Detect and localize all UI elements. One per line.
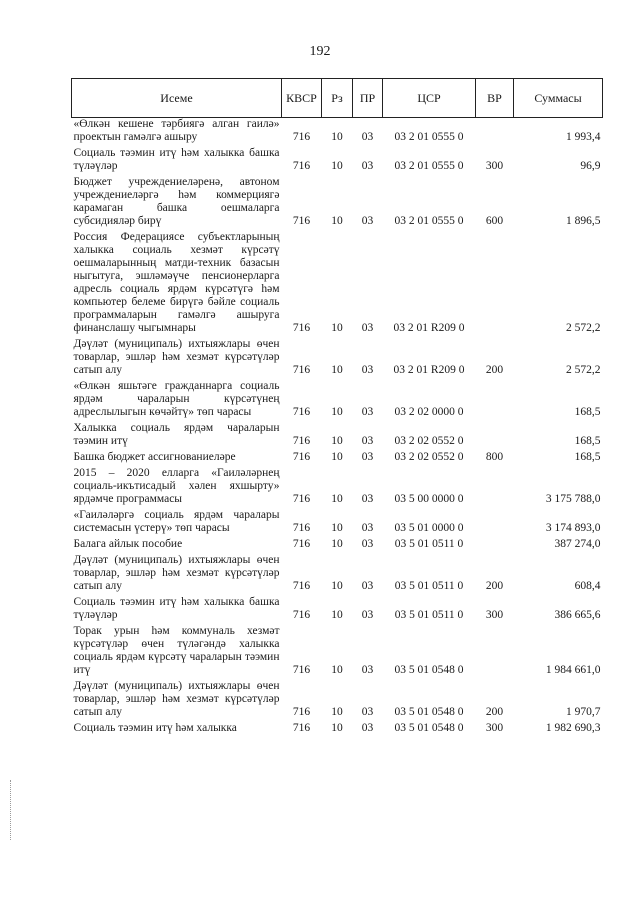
row-kvsr: 716 — [292, 364, 311, 376]
row-csr: 03 5 01 0511 0 — [394, 538, 464, 550]
table-body — [72, 118, 603, 739]
row-kvsr: 716 — [292, 664, 311, 676]
row-name: Бюджет учреждениеләренә, автоном учреждениеләргә һәм коммерциягә карамаган башка оешмаларга субсидияләр бирү — [73, 176, 280, 227]
row-name: Дәүләт (муниципаль) ихтыяжлары өчен товарлар, эшләр һәм хезмәт күрсәтүләр сатып алу — [73, 680, 280, 718]
row-kvsr: 716 — [292, 722, 311, 734]
row-csr: 03 5 01 0511 0 — [394, 609, 464, 621]
table-row — [72, 722, 603, 738]
table-row — [72, 147, 603, 176]
row-vr: 600 — [485, 215, 504, 227]
row-amount: 96,9 — [580, 160, 601, 172]
row-name: «Гаиләләргә социаль ярдәм чаралары системасын үстерү» төп чарасы — [73, 509, 280, 534]
row-vr: 200 — [485, 706, 504, 718]
row-name: Халыкка социаль ярдәм чараларын тәэмин итү — [73, 422, 280, 447]
header-pr: ПР — [353, 79, 383, 118]
row-amount: 2 572,2 — [566, 364, 601, 376]
row-pr: 03 — [361, 493, 374, 505]
row-rz: 10 — [331, 451, 343, 463]
row-kvsr: 716 — [292, 451, 311, 463]
row-vr — [476, 118, 514, 148]
row-kvsr: 716 — [292, 493, 311, 505]
row-amount: 2 572,2 — [566, 322, 601, 334]
row-vr: 300 — [485, 609, 504, 621]
row-rz: 10 — [331, 722, 343, 734]
row-kvsr: 716 — [292, 435, 311, 447]
row-vr: 200 — [485, 580, 504, 592]
row-csr: 03 5 01 0511 0 — [394, 580, 464, 592]
header-rz: Рз — [322, 79, 353, 118]
table-row — [72, 422, 603, 451]
row-name: Россия Федерациясе субъектларының халыкка социаль хезмәт күрсәтү оешмаларынның матди-техник базасын ныгытуга, эшләмәүче пенсионерларга адресль социаль ярдәм күрсәтүгә һәм компьютер белеме бирүгә бәйле социаль программаларын гамәлгә ашыруга финанслашу чыгымнары — [73, 231, 280, 334]
row-rz: 10 — [331, 664, 343, 676]
row-csr: 03 2 02 0000 0 — [394, 406, 464, 418]
row-pr: 03 — [361, 322, 374, 334]
row-amount: 1 993,4 — [566, 131, 601, 143]
row-csr: 03 5 01 0548 0 — [394, 664, 464, 676]
row-name: Дәүләт (муниципаль) ихтыяжлары өчен товарлар, эшләр һәм хезмәт күрсәтүләр сатып алу — [73, 554, 280, 592]
row-rz: 10 — [331, 538, 343, 550]
table-row — [72, 338, 603, 380]
row-name: «Өлкән яшьтәге гражданнарга социаль ярдәм чараларын күрсәтүнең адреслылыгын көчәйтү» төп чарасы — [73, 380, 280, 418]
row-pr: 03 — [361, 406, 374, 418]
row-amount: 168,5 — [574, 406, 601, 418]
row-rz: 10 — [331, 160, 343, 172]
row-name: Социаль тәэмин итү һәм халыкка башка түләүләр — [73, 596, 280, 621]
table-header-row — [72, 79, 603, 118]
row-rz: 10 — [331, 435, 343, 447]
row-csr: 03 5 01 0000 0 — [394, 522, 464, 534]
row-kvsr: 716 — [292, 322, 311, 334]
row-name: «Өлкән кешене тәрбиягә алган гаилә» проектын гамәлгә ашыру — [73, 118, 280, 143]
row-kvsr: 716 — [292, 406, 311, 418]
row-amount: 386 665,6 — [554, 609, 601, 621]
row-kvsr: 716 — [292, 215, 311, 227]
table-row — [72, 118, 603, 148]
row-pr: 03 — [361, 435, 374, 447]
row-vr — [476, 538, 514, 554]
row-csr: 03 2 01 0555 0 — [394, 160, 464, 172]
row-vr: 300 — [485, 160, 504, 172]
row-csr: 03 2 01 0555 0 — [394, 215, 464, 227]
row-rz: 10 — [331, 522, 343, 534]
row-rz: 10 — [331, 322, 343, 334]
row-csr: 03 5 01 0548 0 — [394, 722, 464, 734]
row-amount: 387 274,0 — [554, 538, 601, 550]
row-pr: 03 — [361, 160, 374, 172]
row-amount: 1 896,5 — [566, 215, 601, 227]
table-row — [72, 538, 603, 554]
table-row — [72, 467, 603, 509]
row-amount: 3 175 788,0 — [545, 493, 601, 505]
table-row — [72, 231, 603, 338]
row-pr: 03 — [361, 580, 374, 592]
row-name: Социаль тәэмин итү һәм халыкка — [73, 722, 237, 734]
table-row — [72, 509, 603, 538]
row-pr: 03 — [361, 131, 374, 143]
row-name: Дәүләт (муниципаль) ихтыяжлары өчен товарлар, эшләр һәм хезмәт күрсәтүләр сатып алу — [73, 338, 280, 376]
row-kvsr: 716 — [292, 522, 311, 534]
header-csr: ЦСР — [383, 79, 476, 118]
row-name: Социаль тәэмин итү һәм халыкка башка түләүләр — [73, 147, 280, 172]
header-name: Исеме — [72, 79, 282, 118]
table-row — [72, 451, 603, 467]
row-kvsr: 716 — [292, 706, 311, 718]
row-amount: 3 174 893,0 — [545, 522, 601, 534]
row-csr: 03 2 02 0552 0 — [394, 435, 464, 447]
row-kvsr: 716 — [292, 160, 311, 172]
row-kvsr: 716 — [292, 609, 311, 621]
header-kvsr: КВСР — [282, 79, 322, 118]
row-pr: 03 — [361, 215, 374, 227]
row-kvsr: 716 — [292, 538, 311, 550]
row-vr: 300 — [485, 722, 504, 734]
row-rz: 10 — [331, 706, 343, 718]
header-vr: ВР — [476, 79, 514, 118]
row-csr: 03 5 01 0548 0 — [394, 706, 464, 718]
row-kvsr: 716 — [292, 131, 311, 143]
row-vr: 800 — [485, 451, 504, 463]
row-amount: 1 970,7 — [566, 706, 601, 718]
row-rz: 10 — [331, 406, 343, 418]
row-pr: 03 — [361, 722, 374, 734]
table-row — [72, 625, 603, 680]
row-vr — [476, 380, 514, 422]
row-vr — [476, 625, 514, 680]
margin-punch-marks — [10, 780, 17, 840]
row-pr: 03 — [361, 364, 374, 376]
row-rz: 10 — [331, 131, 343, 143]
row-csr: 03 2 02 0552 0 — [394, 451, 464, 463]
row-pr: 03 — [361, 609, 374, 621]
row-vr — [476, 231, 514, 338]
row-csr: 03 2 01 0555 0 — [394, 131, 464, 143]
row-pr: 03 — [361, 706, 374, 718]
row-amount: 168,5 — [574, 435, 601, 447]
table-row — [72, 680, 603, 722]
row-vr — [476, 509, 514, 538]
row-amount: 1 982 690,3 — [545, 722, 601, 734]
row-csr: 03 5 00 0000 0 — [394, 493, 464, 505]
row-csr: 03 2 01 R209 0 — [393, 364, 465, 376]
row-vr: 200 — [485, 364, 504, 376]
row-name: Торак урын һәм коммуналь хезмәт күрсәтүләр өчен түләгәндә халыкка социаль ярдәм күрсәтү чараларын тәэмин итү — [73, 625, 280, 676]
row-rz: 10 — [331, 580, 343, 592]
row-name: Балага айлык пособие — [73, 538, 183, 550]
row-pr: 03 — [361, 538, 374, 550]
row-rz: 10 — [331, 364, 343, 376]
header-amount: Суммасы — [514, 79, 603, 118]
table-row — [72, 176, 603, 231]
row-amount: 608,4 — [574, 580, 601, 592]
row-csr: 03 2 01 R209 0 — [393, 322, 465, 334]
row-rz: 10 — [331, 609, 343, 621]
row-vr — [476, 467, 514, 509]
row-rz: 10 — [331, 493, 343, 505]
row-pr: 03 — [361, 522, 374, 534]
table-row — [72, 596, 603, 625]
row-pr: 03 — [361, 451, 374, 463]
table-row — [72, 380, 603, 422]
row-vr — [476, 422, 514, 451]
row-pr: 03 — [361, 664, 374, 676]
row-name: Башка бюджет ассигнованиеләре — [73, 451, 236, 463]
row-amount: 1 984 661,0 — [545, 664, 601, 676]
row-rz: 10 — [331, 215, 343, 227]
row-amount: 168,5 — [574, 451, 601, 463]
row-name: 2015 – 2020 елларга «Гаиләләрнең социаль-икътисадый хәлен яхшырту» ярдәмче программасы — [73, 467, 280, 505]
table-row — [72, 554, 603, 596]
page-number: 192 — [309, 44, 331, 59]
budget-table — [71, 78, 603, 738]
row-kvsr: 716 — [292, 580, 311, 592]
